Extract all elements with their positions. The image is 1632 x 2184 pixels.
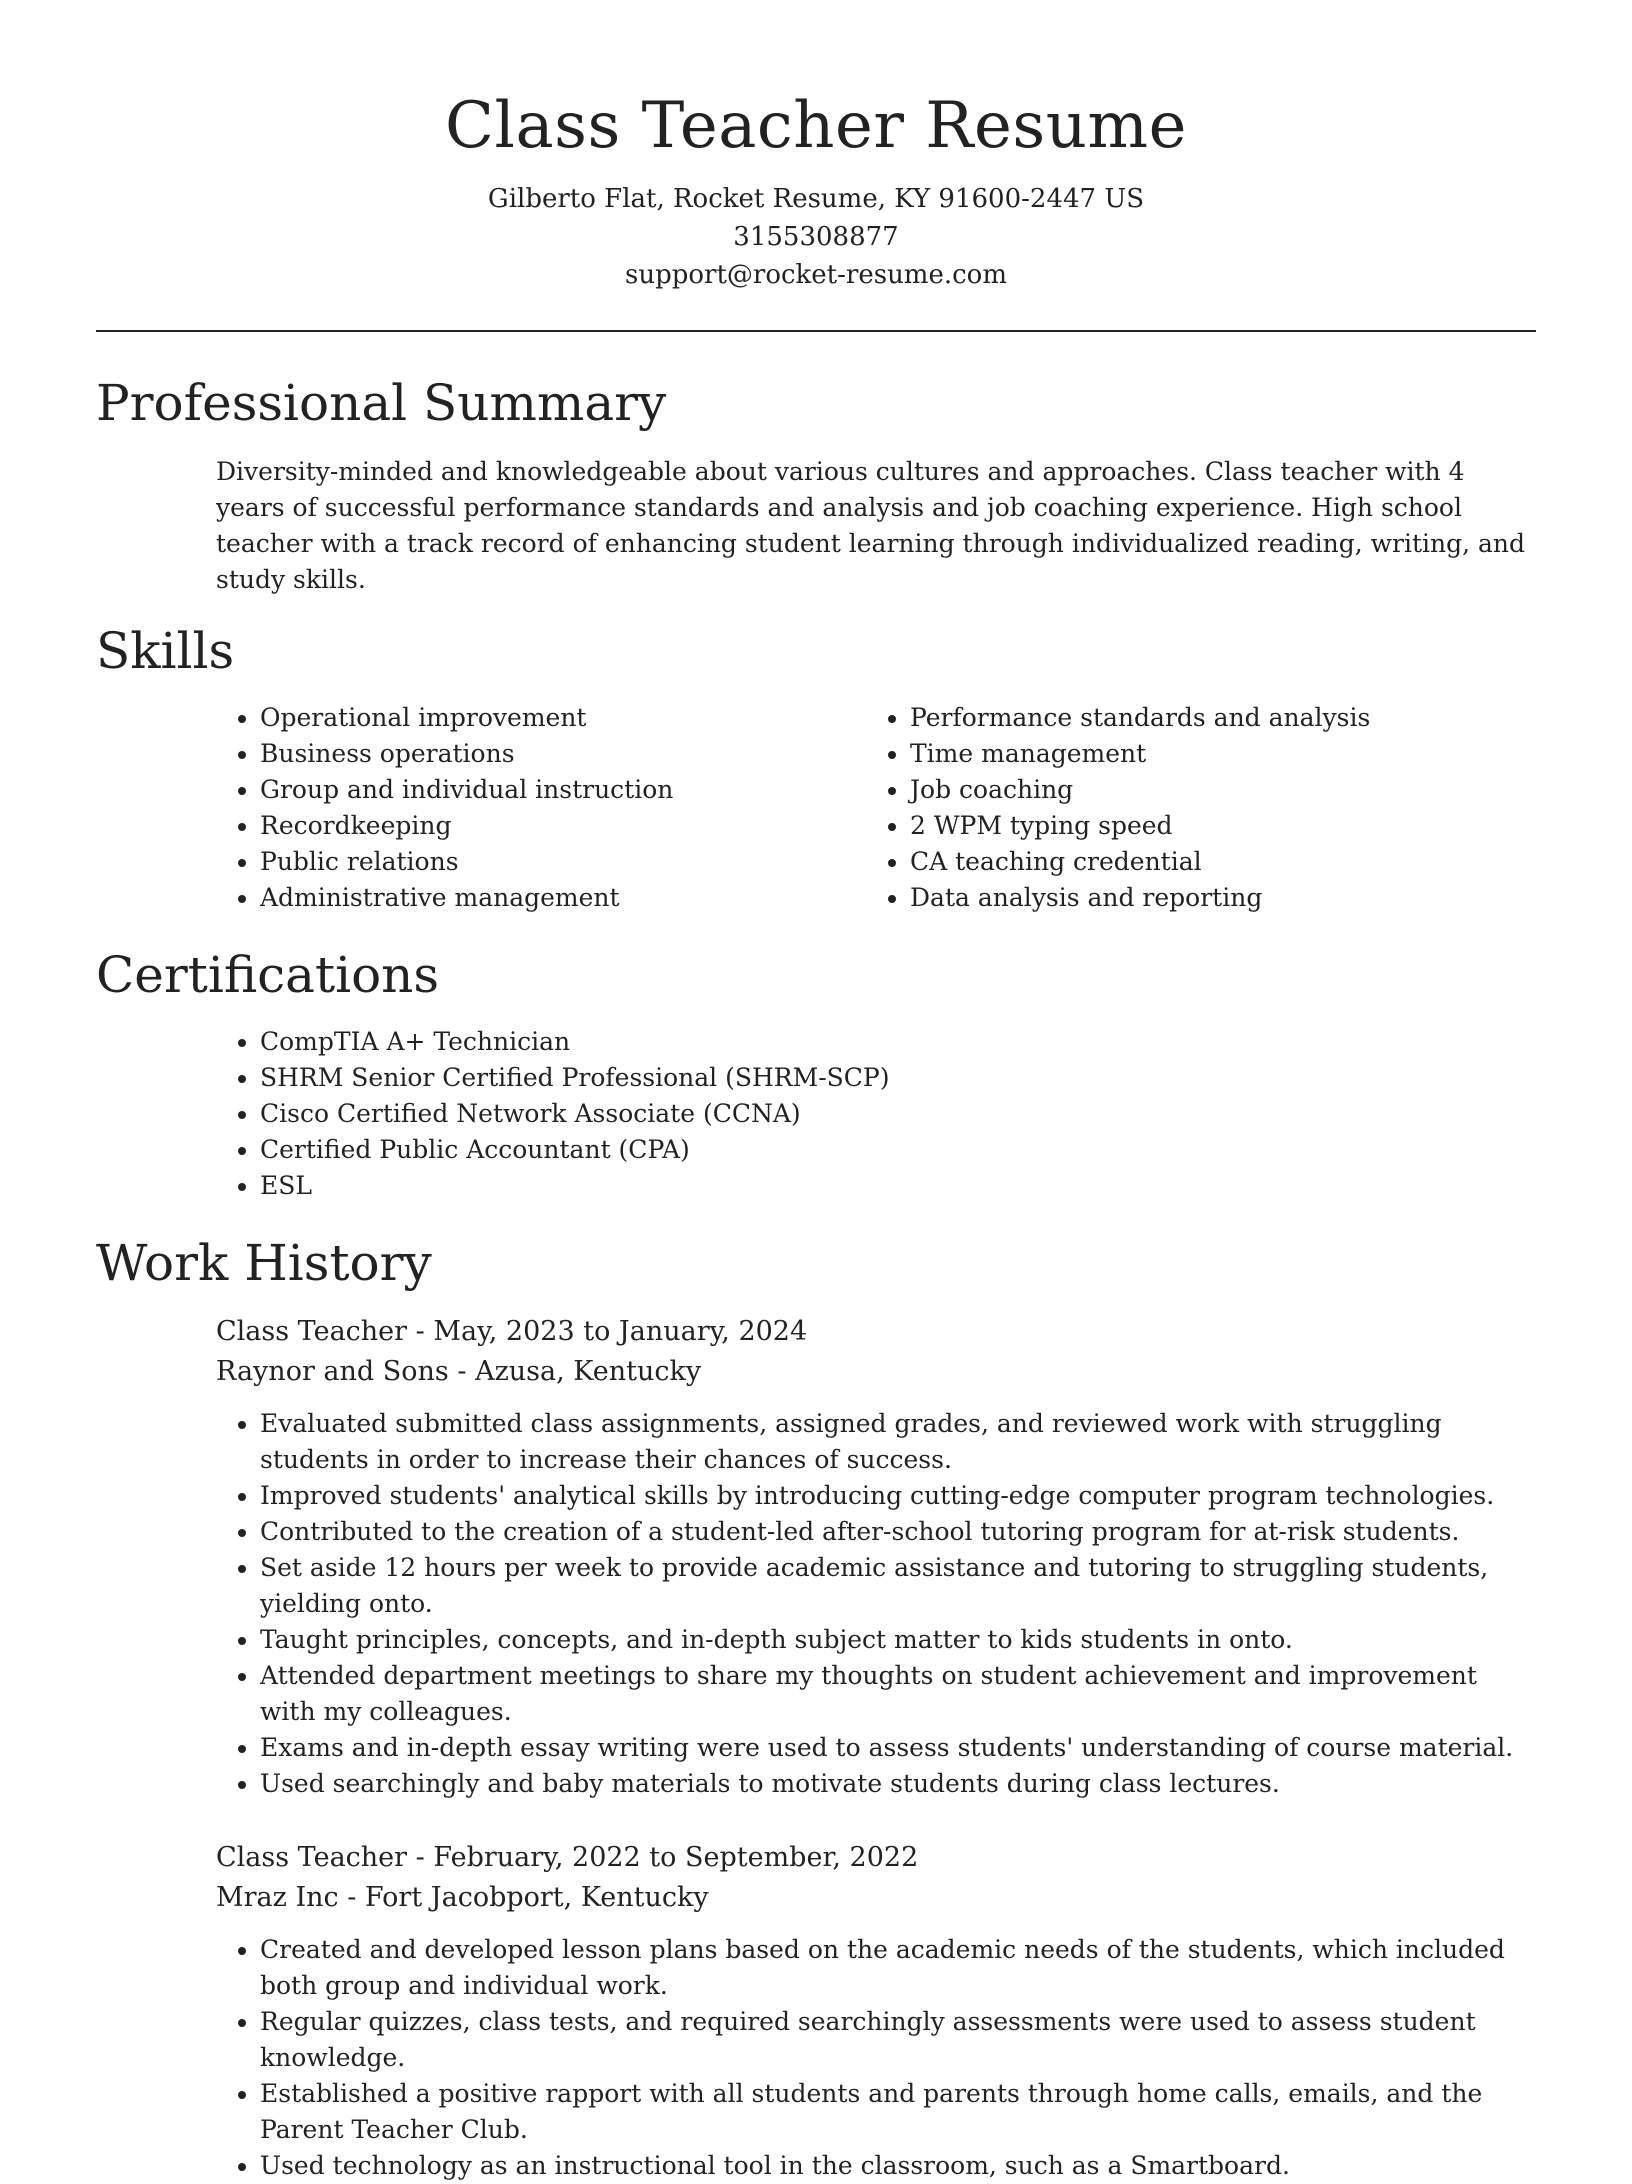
skills-heading: Skills [96, 622, 235, 680]
skill-item: • CA teaching credential [910, 844, 1516, 880]
skill-item: • Administrative management [260, 880, 866, 916]
job-entry [216, 1312, 1536, 1802]
job-duties-list [216, 1932, 1536, 2184]
job-duty-item: • Used searchingly and baby materials to motivate students during class lectures. [260, 1766, 1536, 1802]
contact-email: support@rocket-resume.com [624, 260, 1007, 290]
job-title-line: Class Teacher - February, 2022 to September, 2022 [216, 1842, 919, 1873]
job-company-line: Mraz Inc - Fort Jacobport, Kentucky [216, 1882, 709, 1913]
resume-title: Class Teacher Resume [445, 89, 1187, 163]
skill-item: • Time management [910, 736, 1516, 772]
skill-item: • Business operations [260, 736, 866, 772]
skills-column-left [216, 700, 866, 916]
job-duty-item: • Regular quizzes, class tests, and required searchingly assessments were used to assess student knowledge. [260, 2004, 1536, 2076]
job-title-line: Class Teacher - May, 2023 to January, 2024 [216, 1316, 808, 1347]
job-duty-item: • Used technology as an instructional tool in the classroom, such as a Smartboard. [260, 2148, 1536, 2184]
contact-phone: 3155308877 [733, 222, 899, 252]
skills-list [216, 700, 1536, 916]
skill-item: • Operational improvement [260, 700, 866, 736]
job-company-line: Raynor and Sons - Azusa, Kentucky [216, 1356, 702, 1387]
skill-item: • 2 WPM typing speed [910, 808, 1516, 844]
certification-item: • SHRM Senior Certified Professional (SHRM-SCP) [260, 1060, 1536, 1096]
work-history-heading: Work History [96, 1234, 432, 1292]
certification-item: • Cisco Certified Network Associate (CCNA) [260, 1096, 1536, 1132]
job-entry [216, 1838, 1536, 2184]
header-divider [96, 330, 1536, 332]
certification-item: • CompTIA A+ Technician [260, 1024, 1536, 1060]
certification-item: • Certified Public Accountant (CPA) [260, 1132, 1536, 1168]
job-duty-item: • Created and developed lesson plans based on the academic needs of the students, which included both group and individual work. [260, 1932, 1536, 2004]
job-duty-item: • Improved students' analytical skills by introducing cutting-edge computer program technologies. [260, 1478, 1536, 1514]
certifications-list [216, 1024, 1536, 1204]
skill-item: • Recordkeeping [260, 808, 866, 844]
job-duty-item: • Established a positive rapport with all students and parents through home calls, emails, and the Parent Teacher Club. [260, 2076, 1536, 2148]
job-duty-item: • Exams and in-depth essay writing were used to assess students' understanding of course material. [260, 1730, 1536, 1766]
certification-item: • ESL [260, 1168, 1536, 1204]
skill-item: • Group and individual instruction [260, 772, 866, 808]
job-duty-item: • Set aside 12 hours per week to provide academic assistance and tutoring to struggling students, yielding onto. [260, 1550, 1536, 1622]
skill-item: • Data analysis and reporting [910, 880, 1516, 916]
job-duties-list [216, 1406, 1536, 1802]
skill-item: • Public relations [260, 844, 866, 880]
skill-item: • Job coaching [910, 772, 1516, 808]
certifications-heading: Certifications [96, 946, 440, 1004]
contact-address: Gilberto Flat, Rocket Resume, KY 91600-2447 US [487, 184, 1145, 214]
skills-column-right [866, 700, 1516, 916]
job-duty-item: • Attended department meetings to share my thoughts on student achievement and improvement with my colleagues. [260, 1658, 1536, 1730]
job-duty-item: • Evaluated submitted class assignments, assigned grades, and reviewed work with struggling students in order to increase their chances of success. [260, 1406, 1536, 1478]
job-duty-item: • Contributed to the creation of a student-led after-school tutoring program for at-risk students. [260, 1514, 1536, 1550]
summary-text: Diversity-minded and knowledgeable about various cultures and approaches. Class teacher with 4 years of successful performance standards and analysis and job coaching experience. High school teacher with a track record of enhancing student learning through individualized reading, writing, and study skills. [216, 457, 1526, 594]
skill-item: • Performance standards and analysis [910, 700, 1516, 736]
job-duty-item: • Taught principles, concepts, and in-depth subject matter to kids students in onto. [260, 1622, 1536, 1658]
summary-heading: Professional Summary [96, 374, 667, 432]
contact-info [96, 180, 1536, 294]
